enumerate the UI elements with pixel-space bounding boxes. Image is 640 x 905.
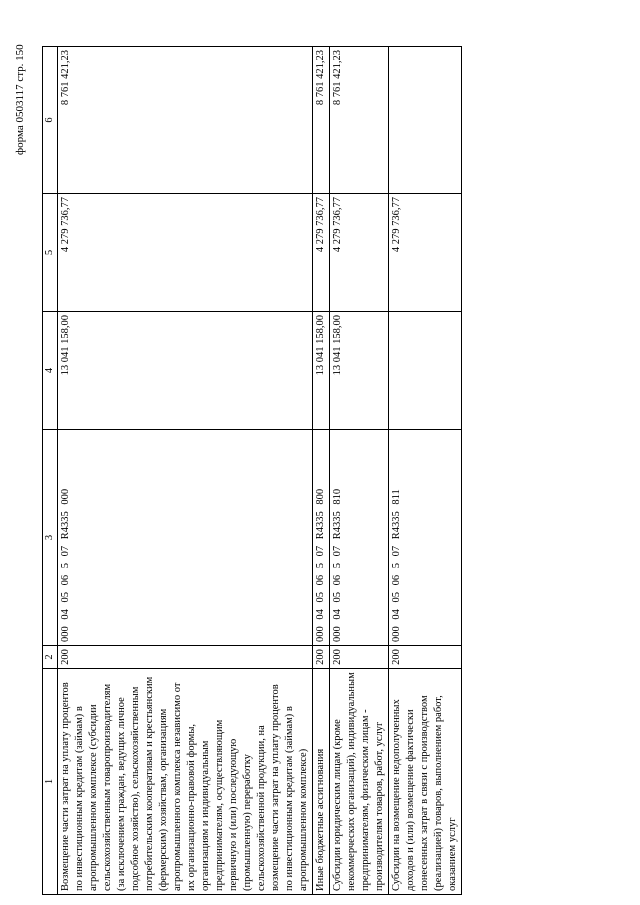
amount-col5: 4 279 736,77: [313, 194, 330, 312]
amount-col5: 4 279 736,77: [330, 194, 389, 312]
column-number-row: [43, 47, 58, 895]
line-code: 200: [389, 646, 462, 669]
row-name: Субсидии на возмещение недополученных доходов и (или) возмещение фактически понесенных затрат в связи с производством (реализацией) товаров, выполнением работ, оказанием услуг: [389, 669, 462, 895]
column-header: 6: [43, 47, 58, 194]
table-row: [58, 47, 313, 895]
column-header: 1: [43, 669, 58, 895]
form-reference: форма 0503117 стр. 150: [14, 44, 26, 155]
line-code: 200: [330, 646, 389, 669]
column-header: 5: [43, 194, 58, 312]
report-table: [42, 46, 462, 895]
classification-code: 000 04 05 06 5 07 R4335 810: [330, 430, 389, 646]
amount-col6: 8 761 421,23: [330, 47, 389, 194]
row-name: Возмещение части затрат на уплату процентов по инвестиционным кредитам (займам) в агропромышленном комплексе (субсидии сельскохозяйственным товаропроизводителям (за исключением граждан, ведущих личное подсобное хозяйство), сельскохозяйственным потребительским кооперативам и крестьянским (фермерским) хозяйствам, организациям агропромышленного комплекса независимо от их организационно-правовой формы, организациям и индивидуальным предпринимателям, осуществляющим первичную и (или) последующую (промышленную) переработку сельскохозяйственной продукции, на возмещение части затрат на уплату процентов по инвестиционным кредитам (займам) в агропромышленном комплексе): [58, 669, 313, 895]
row-name: Иные бюджетные ассигнования: [313, 669, 330, 895]
amount-col4: 13 041 158,00: [58, 312, 313, 430]
amount-col6: 8 761 421,23: [58, 47, 313, 194]
table-row: [330, 47, 389, 895]
classification-code: 000 04 05 06 5 07 R4335 800: [313, 430, 330, 646]
amount-col6: [389, 47, 462, 194]
amount-col6: 8 761 421,23: [313, 47, 330, 194]
row-name: Субсидии юридическим лицам (кроме некоммерческих организаций), индивидуальным предпринимателям, физическим лицам - производителям товаров, работ, услуг: [330, 669, 389, 895]
column-header: 2: [43, 646, 58, 669]
line-code: 200: [58, 646, 313, 669]
amount-col4: 13 041 158,00: [330, 312, 389, 430]
column-header: 3: [43, 430, 58, 646]
amount-col4: [389, 312, 462, 430]
amount-col5: 4 279 736,77: [58, 194, 313, 312]
classification-code: 000 04 05 06 5 07 R4335 000: [58, 430, 313, 646]
line-code: 200: [313, 646, 330, 669]
column-header: 4: [43, 312, 58, 430]
amount-col5: 4 279 736,77: [389, 194, 462, 312]
table-row: [389, 47, 462, 895]
table-row: [313, 47, 330, 895]
amount-col4: 13 041 158,00: [313, 312, 330, 430]
classification-code: 000 04 05 06 5 07 R4335 811: [389, 430, 462, 646]
